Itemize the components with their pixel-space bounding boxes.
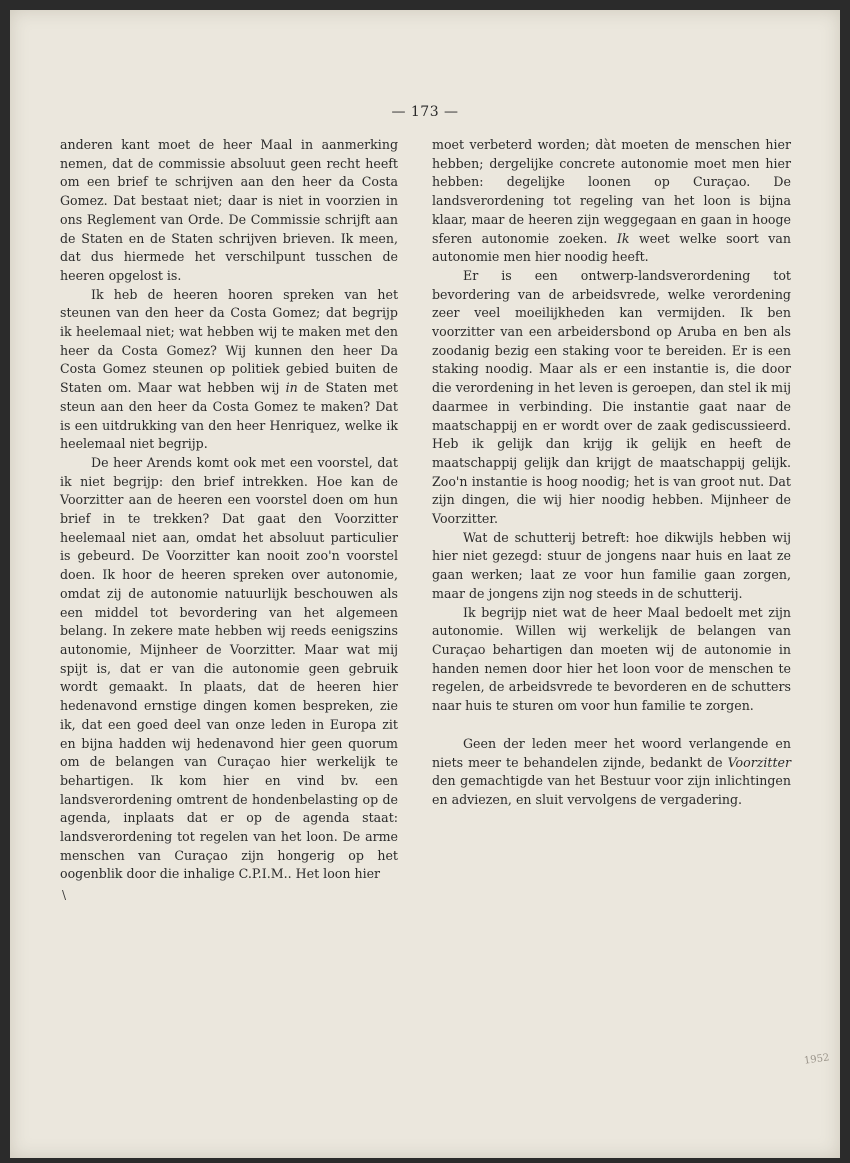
left-column [60, 136, 398, 884]
paragraph: Wat de schutterij betreft: hoe dikwijls hebben wij hier niet gezegd: stuur de jongens naar huis en laat ze gaan werken; laat ze voor hun familie gaan zorgen, maar de jongens zijn nog steeds in de schutterij. [432, 529, 791, 601]
right-column [432, 136, 791, 810]
italic-text: Voorzitter [727, 754, 791, 770]
text-span: moet verbeterd worden; dàt moeten de menschen hier hebben; dergelijke concrete autonomie moet men hier hebben: degelijke loonen op Curaçao. De landsverordening tot regeling van het loon is bijna klaar, maar de heeren zijn weggegaan en gaan in hooge sferen autonomie zoeken. [432, 137, 791, 246]
paragraph: anderen kant moet de heer Maal in aanmerking nemen, dat de commissie absoluut geen recht heeft om een brief te schrijven aan den heer da Costa Gomez. Dat bestaat niet; daar is niet in voorzien in ons Reglement van Orde. De Commissie schrijft aan de Staten en de Staten schrijven brieven. Ik meen, dat dus hiermede het verschilpunt tusschen de heeren opgelost is. [60, 137, 398, 283]
paragraph: De heer Arends komt ook met een voorstel, dat ik niet begrijp: den brief intrekken. Hoe kan de Voorzitter aan de heeren een voorstel doen om hun brief in te trekken? Dat gaat den Voorzitter heelemaal niet aan, omdat het absoluut particulier is gebeurd. De Voorzitter kan nooit zoo'n voorstel doen. Ik hoor de heeren spreken over autonomie, omdat zij de autonomie natuurlijk beschouwen als een middel tot bevordering van het algemeen belang. In zekere mate hebben wij reeds eenigszins autonomie, Mijnheer de Voorzitter. Maar wat mij spijt is, dat er van die autonomie geen gebruik wordt gemaakt. In plaats, dat de heeren hier hedenavond ernstige dingen komen bespreken, zie ik, dat een goed deel van onze leden in Europa zit en bijna hadden wij hedenavond hier geen quorum om de belangen van Curaçao hier werkelijk te behartigen. Ik kom hier en vind bv. een landsverordening omtrent de hondenbelasting op de agenda, inplaats dat er op de agenda staat: landsverordening tot regelen van het loon. De arme menschen van Curaçao zijn hongerig op het oogenblik door die inhalige C.P.I.M.. Het loon hier [60, 454, 398, 882]
paragraph: Ik begrijp niet wat de heer Maal bedoelt met zijn autonomie. Willen wij werkelijk de belangen van Curaçao behartigen dan moeten wij de autonomie in handen nemen door hier het loon voor de menschen te regelen, de arbeidsvrede te bevorderen en de schutters naar huis te sturen om voor hun familie te zorgen. [432, 604, 791, 714]
paragraph: Er is een ontwerp-landsverordening tot bevordering van de arbeidsvrede, welke verordening zeer veel moeilijkheden kan vermijden. Ik ben voorzitter van een arbeidersbond op Aruba en ben als zoodanig bezig een staking voor te bereiden. Er is een staking noodig. Maar als er een instantie is, die door die verordening in het leven is geroepen, dan stel ik mij daarmee in verbinding. Die instantie gaat naar de maatschappij en er wordt over de zaak gediscussieerd. Heb ik gelijk dan krijg ik gelijk en heeft de maatschappij gelijk dan krijgt de maatschappij gelijk. Zoo'n instantie is hoog noodig; het is van groot nut. Dat zijn dingen, die wij hier noodig hebben. Mijnheer de Voorzitter. [432, 267, 791, 527]
text-span: Geen der leden meer het woord verlangende en niets meer te behandelen zijnde, bedankt de [432, 735, 791, 770]
italic-text: in [285, 380, 298, 396]
text-span: weet welke soort van autonomie men hier noodig heeft. [432, 230, 791, 265]
closing-paragraph [432, 735, 791, 810]
archive-stamp: 1952 [803, 1052, 831, 1067]
document-page [10, 10, 840, 1158]
page-number: — 173 — [391, 104, 459, 120]
stray-mark: \ [62, 888, 67, 902]
text-span: den gemachtigde van het Bestuur voor zijn inlichtingen en adviezen, en sluit vervolgens de vergadering. [432, 773, 791, 807]
text-span: de Staten met steun aan den heer da Costa Gomez te maken? Dat is een uitdrukking van den heer Henriquez, welke ik heelemaal niet begrijp. [60, 380, 398, 452]
text-span: Ik heb de heeren hooren spreken van het steunen van den heer da Costa Gomez; dat begrijp ik heelemaal niet; wat hebben wij te maken met den heer da Costa Gomez? Wij kunnen den heer Da Costa Gomez steunen op politiek gebied buiten de Staten om. Maar wat hebben wij [60, 286, 398, 396]
paragraph [60, 286, 398, 454]
italic-text: Ik [616, 230, 630, 246]
paragraph [432, 136, 791, 267]
